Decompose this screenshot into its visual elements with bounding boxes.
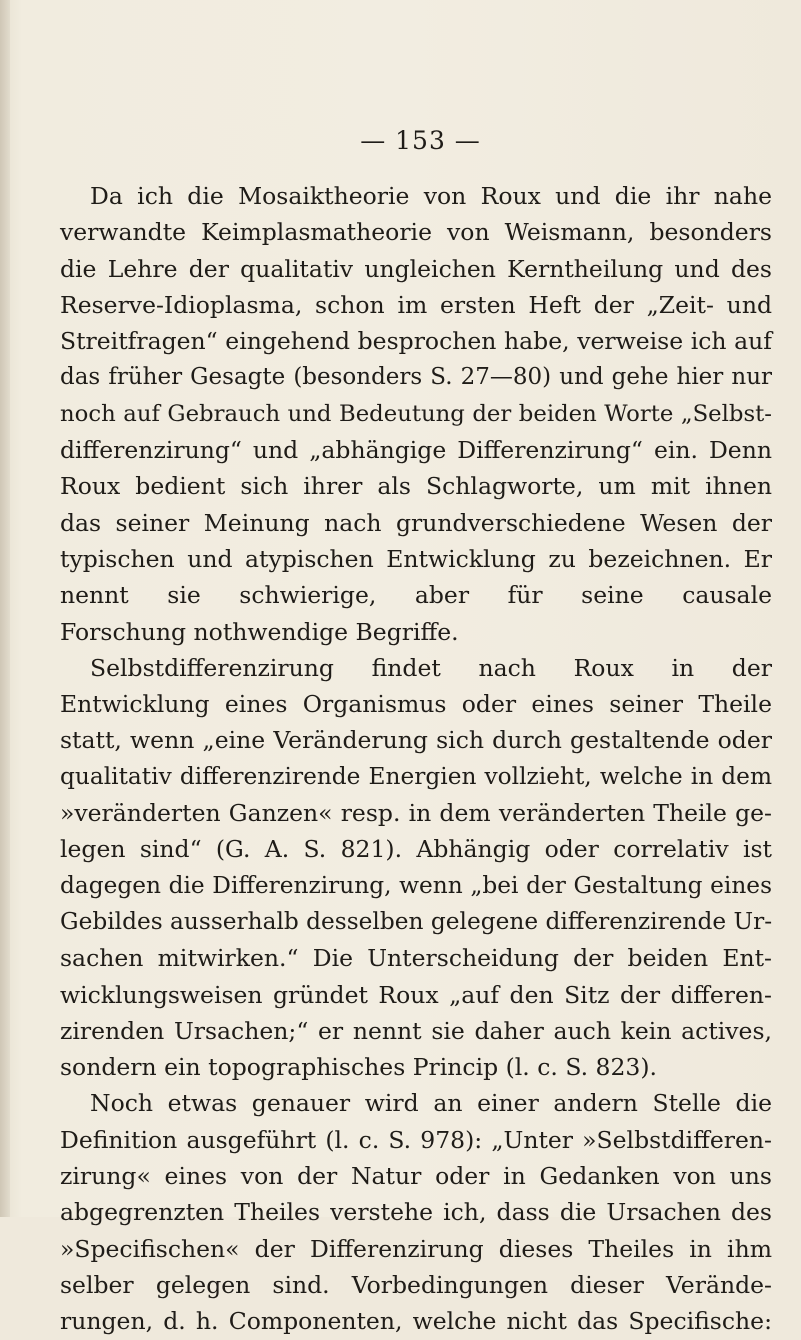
- text-line: statt, wenn „eine Veränderung sich durch gestaltende oder: [60, 726, 772, 755]
- page-binding-edge: [0, 0, 10, 1217]
- text-line: Forschung nothwendige Begriffe.: [60, 617, 459, 646]
- text-line: dagegen die Differenzirung, wenn „bei der Gestaltung eines: [60, 871, 772, 899]
- text-line: Da ich die Mosaiktheorie von Roux und die ihr nahe: [90, 182, 772, 210]
- text-line: selber gelegen sind. Vorbedingungen dieser Verände-: [60, 1270, 772, 1299]
- text-line: typischen und atypischen Entwicklung zu bezeichnen. Er: [60, 544, 772, 573]
- text-line: wicklungsweisen gründet Roux „auf den Sitz der differen-: [60, 980, 772, 1009]
- text-line: rungen, d. h. Componenten, welche nicht das Specifische:: [60, 1307, 772, 1336]
- body-text: [60, 178, 772, 1340]
- text-line: das früher Gesagte (besonders S. 27—80) und gehe hier nur: [60, 364, 772, 391]
- text-line: »Specifischen« der Differenzirung dieses Theiles in ihm: [60, 1234, 772, 1263]
- text-line: Roux bedient sich ihrer als Schlagworte, um mit ihnen: [60, 472, 772, 501]
- text-line: legen sind“ (G. A. S. 821). Abhängig oder correlativ ist: [60, 835, 772, 864]
- text-line: nennt sie schwierige, aber für seine causale: [60, 581, 772, 610]
- text-line: das seiner Meinung nach grundverschiedene Wesen der: [60, 508, 772, 537]
- text-line: Noch etwas genauer wird an einer andern Stelle die: [90, 1089, 772, 1118]
- text-line: sachen mitwirken.“ Die Unterscheidung der beiden Ent-: [60, 944, 772, 973]
- text-line: Reserve-Idioplasma, schon im ersten Heft der „Zeit- und: [60, 290, 772, 319]
- text-line: zirenden Ursachen;“ er nennt sie daher auch kein actives,: [60, 1016, 772, 1045]
- text-line: sondern ein topographisches Princip (l. c. S. 823).: [60, 1053, 658, 1082]
- page-number: — 153 —: [360, 126, 481, 155]
- text-line: qualitativ differenzirende Energien vollzieht, welche in dem: [60, 762, 772, 790]
- text-line: die Lehre der qualitativ ungleichen Kerntheilung und des: [60, 254, 772, 283]
- text-line: abgegrenzten Theiles verstehe ich, dass die Ursachen des: [60, 1198, 772, 1227]
- text-line: zirung« eines von der Natur oder in Gedanken von uns: [60, 1162, 772, 1191]
- text-line: differenzirung“ und „abhängige Differenzirung“ ein. Denn: [60, 436, 772, 465]
- text-line: »veränderten Ganzen« resp. in dem veränderten Theile ge-: [60, 799, 772, 828]
- text-line: Definition ausgeführt (l. c. S. 978): „Unter »Selbstdifferen-: [60, 1125, 772, 1154]
- text-line: Streitfragen“ eingehend besprochen habe, verweise ich auf: [60, 327, 772, 356]
- text-line: Selbstdifferenzirung findet nach Roux in der: [90, 653, 772, 682]
- text-line: noch auf Gebrauch und Bedeutung der beiden Worte „Selbst-: [60, 400, 772, 427]
- text-line: verwandte Keimplasmatheorie von Weismann, besonders: [60, 218, 772, 247]
- text-line: Gebildes ausserhalb desselben gelegene differenzirende Ur-: [60, 907, 773, 935]
- text-line: Entwicklung eines Organismus oder eines seiner Theile: [60, 690, 772, 719]
